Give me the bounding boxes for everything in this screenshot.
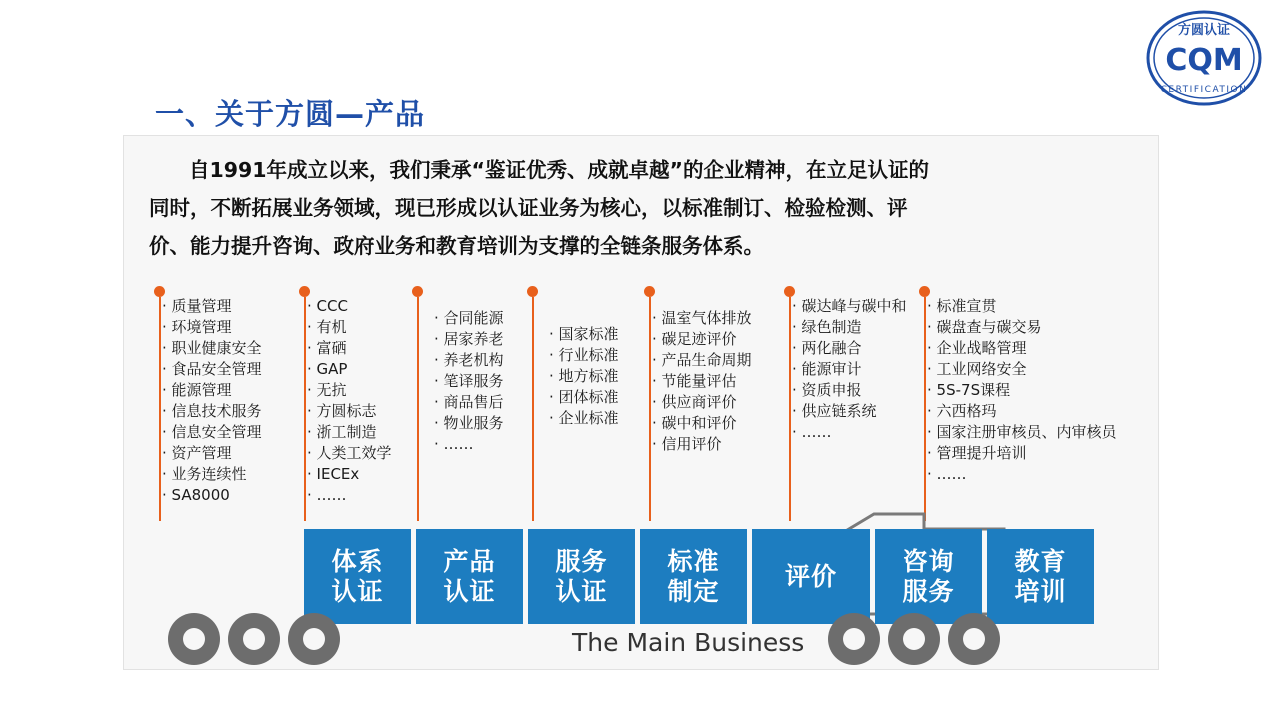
column-items (927, 296, 1117, 485)
list-item: · 富硒 (307, 338, 392, 359)
box-consulting-service[interactable]: 咨询 服务 (875, 529, 982, 624)
list-item: · 团体标准 (549, 387, 619, 408)
list-item: · 能源管理 (162, 380, 262, 401)
box-product-certification[interactable]: 产品 认证 (416, 529, 523, 624)
list-item: · 无抗 (307, 380, 392, 401)
paragraph-line-2: 同时，不断拓展业务领域，现已形成以认证业务为核心，以标准制订、检验检测、评 (149, 196, 908, 220)
list-item: · …… (434, 434, 504, 455)
list-item: · 合同能源 (434, 308, 504, 329)
list-item: · …… (792, 422, 907, 443)
box-system-certification[interactable]: 体系 认证 (304, 529, 411, 624)
list-item: · 物业服务 (434, 413, 504, 434)
list-item: · 能源审计 (792, 359, 907, 380)
box-standard-setting[interactable]: 标准 制定 (640, 529, 747, 624)
list-item: · 浙工制造 (307, 422, 392, 443)
list-item: · 碳盘查与碳交易 (927, 317, 1117, 338)
bullet-dot-icon (527, 286, 538, 297)
paragraph-line-1: 自1991年成立以来，我们秉承“鉴证优秀、成就卓越”的企业精神，在立足认证的 (189, 158, 929, 182)
list-item: · 方圆标志 (307, 401, 392, 422)
list-item: · 信用评价 (652, 434, 752, 455)
cqm-logo (1142, 8, 1266, 112)
list-item: · …… (307, 485, 392, 506)
list-item: · 温室气体排放 (652, 308, 752, 329)
list-item: · 企业标准 (549, 408, 619, 429)
list-item: · SA8000 (162, 485, 262, 506)
connector-line (924, 297, 926, 521)
connector-line (649, 297, 651, 521)
connector-line (532, 297, 534, 521)
bullet-dot-icon (412, 286, 423, 297)
list-item: · 食品安全管理 (162, 359, 262, 380)
content-panel (123, 135, 1159, 670)
list-item: · 有机 (307, 317, 392, 338)
box-education-training[interactable]: 教育 培训 (987, 529, 1094, 624)
list-item: · 供应链系统 (792, 401, 907, 422)
list-item: · CCC (307, 296, 392, 317)
column-items (652, 308, 752, 455)
list-item: · 工业网络安全 (927, 359, 1117, 380)
list-item: · 地方标准 (549, 366, 619, 387)
page-title: 一、关于方圆—产品 (155, 97, 426, 131)
bullet-dot-icon (644, 286, 655, 297)
main-business-caption: The Main Business (572, 628, 805, 657)
wheels-left (164, 609, 354, 673)
box-service-certification[interactable]: 服务 认证 (528, 529, 635, 624)
list-item: · 资产管理 (162, 443, 262, 464)
list-item: · 行业标准 (549, 345, 619, 366)
list-item: · …… (927, 464, 1117, 485)
list-item: · 居家养老 (434, 329, 504, 350)
list-item: · 两化融合 (792, 338, 907, 359)
list-item: · 养老机构 (434, 350, 504, 371)
list-item: · IECEx (307, 464, 392, 485)
list-item: · 业务连续性 (162, 464, 262, 485)
list-item: · 六西格玛 (927, 401, 1117, 422)
list-item: · 碳足迹评价 (652, 329, 752, 350)
list-item: · 供应商评价 (652, 392, 752, 413)
wheels-right (824, 609, 1014, 673)
list-item: · 5S-7S课程 (927, 380, 1117, 401)
connector-line (789, 297, 791, 521)
svg-text:CQM: CQM (1165, 43, 1243, 78)
list-item: · 环境管理 (162, 317, 262, 338)
list-item: · 企业战略管理 (927, 338, 1117, 359)
list-item: · 信息技术服务 (162, 401, 262, 422)
list-item: · 职业健康安全 (162, 338, 262, 359)
column-items (162, 296, 262, 506)
column-items (307, 296, 392, 506)
column-items (434, 308, 504, 455)
list-item: · 人类工效学 (307, 443, 392, 464)
list-item: · 笔译服务 (434, 371, 504, 392)
column-items (792, 296, 907, 443)
category-columns (154, 286, 1139, 521)
connector-line (417, 297, 419, 521)
paragraph-line-3: 价、能力提升咨询、政府业务和教育培训为支撑的全链条服务体系。 (149, 234, 764, 258)
list-item: · 国家标准 (549, 324, 619, 345)
list-item: · 质量管理 (162, 296, 262, 317)
svg-text:方圆认证: 方圆认证 (1177, 23, 1231, 38)
list-item: · 节能量评估 (652, 371, 752, 392)
list-item: · 国家注册审核员、内审核员 (927, 422, 1117, 443)
list-item: · 产品生命周期 (652, 350, 752, 371)
intro-paragraph (149, 151, 1124, 265)
list-item: · 商品售后 (434, 392, 504, 413)
column-items (549, 324, 619, 429)
list-item: · 信息安全管理 (162, 422, 262, 443)
list-item: · 碳中和评价 (652, 413, 752, 434)
list-item: · 管理提升培训 (927, 443, 1117, 464)
box-evaluation[interactable]: 评价 (752, 529, 870, 624)
connector-line (304, 297, 306, 521)
list-item: · 标准宣贯 (927, 296, 1117, 317)
svg-text:CERTIFICATION: CERTIFICATION (1160, 85, 1248, 95)
connector-line (159, 297, 161, 521)
list-item: · GAP (307, 359, 392, 380)
list-item: · 资质申报 (792, 380, 907, 401)
list-item: · 碳达峰与碳中和 (792, 296, 907, 317)
list-item: · 绿色制造 (792, 317, 907, 338)
